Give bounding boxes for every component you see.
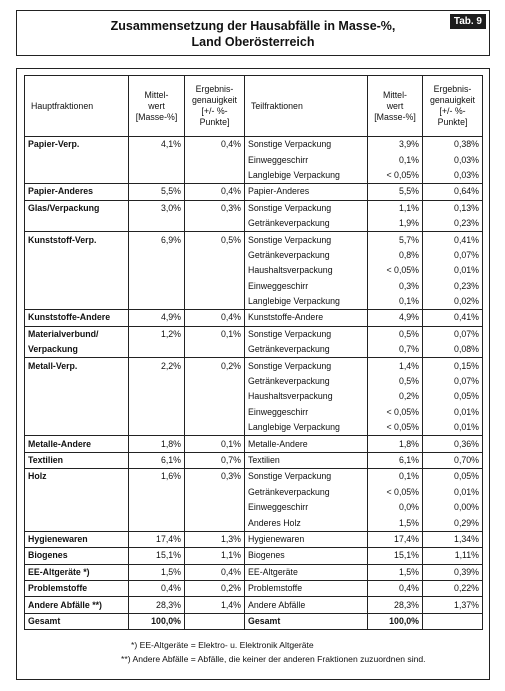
teilfraktion-genauigkeit: 0,41% bbox=[423, 232, 483, 248]
hauptfraktion-genauigkeit: 0,1% bbox=[185, 326, 245, 342]
hauptfraktion-cell: Glas/Verpackung bbox=[25, 200, 129, 216]
teilfraktion-mittelwert: < 0,05% bbox=[368, 485, 423, 500]
teilfraktion-mittelwert: 1,8% bbox=[368, 436, 423, 452]
header-genauigkeit: Ergebnis- genauigkeit [+/- %- Punkte] bbox=[185, 76, 245, 137]
table-row bbox=[25, 310, 483, 326]
teilfraktion-cell: Hygienewaren bbox=[245, 531, 368, 547]
hauptfraktion-cell: Verpackung bbox=[25, 342, 129, 358]
table-row bbox=[25, 500, 483, 515]
teilfraktion-genauigkeit: 0,36% bbox=[423, 436, 483, 452]
hauptfraktion-cell bbox=[25, 216, 129, 232]
hauptfraktion-mittelwert: 6,9% bbox=[129, 232, 185, 248]
hauptfraktion-cell bbox=[25, 485, 129, 500]
header-row bbox=[25, 76, 483, 137]
teilfraktion-genauigkeit: 0,29% bbox=[423, 515, 483, 531]
table-row bbox=[25, 137, 483, 153]
tab-number-badge: Tab. 9 bbox=[450, 14, 486, 29]
hauptfraktion-genauigkeit bbox=[185, 342, 245, 358]
hauptfraktion-mittelwert bbox=[129, 216, 185, 232]
teilfraktion-cell: Biogenes bbox=[245, 548, 368, 564]
teilfraktion-cell: Textilien bbox=[245, 452, 368, 468]
hauptfraktion-cell: Papier-Anderes bbox=[25, 184, 129, 200]
table-frame bbox=[16, 68, 490, 680]
hauptfraktion-genauigkeit bbox=[185, 374, 245, 389]
teilfraktion-genauigkeit: 0,70% bbox=[423, 452, 483, 468]
table-row bbox=[25, 216, 483, 232]
hauptfraktion-genauigkeit: 1,1% bbox=[185, 548, 245, 564]
teilfraktion-cell: Getränkeverpackung bbox=[245, 216, 368, 232]
hauptfraktion-mittelwert: 5,5% bbox=[129, 184, 185, 200]
hauptfraktion-mittelwert: 6,1% bbox=[129, 452, 185, 468]
table-row bbox=[25, 515, 483, 531]
teilfraktion-cell: Sonstige Verpackung bbox=[245, 469, 368, 485]
hauptfraktion-genauigkeit: 0,5% bbox=[185, 232, 245, 248]
teilfraktion-genauigkeit: 0,22% bbox=[423, 580, 483, 596]
hauptfraktion-mittelwert: 28,3% bbox=[129, 597, 185, 613]
teilfraktion-genauigkeit: 0,01% bbox=[423, 405, 483, 420]
teilfraktion-cell: Problemstoffe bbox=[245, 580, 368, 596]
header-genauigkeit-teil: Ergebnis- genauigkeit [+/- %- Punkte] bbox=[423, 76, 483, 137]
teilfraktion-cell: Getränkeverpackung bbox=[245, 248, 368, 263]
title-line-2: Land Oberösterreich bbox=[191, 35, 315, 49]
teilfraktion-cell: Einweggeschirr bbox=[245, 279, 368, 294]
total-empty-teil bbox=[423, 613, 483, 629]
teilfraktion-genauigkeit: 0,23% bbox=[423, 216, 483, 232]
teilfraktion-genauigkeit: 0,41% bbox=[423, 310, 483, 326]
teilfraktion-genauigkeit: 0,03% bbox=[423, 152, 483, 167]
teilfraktion-cell: Haushaltsverpackung bbox=[245, 389, 368, 404]
hauptfraktion-mittelwert bbox=[129, 500, 185, 515]
table-row bbox=[25, 548, 483, 564]
teilfraktion-genauigkeit: 0,39% bbox=[423, 564, 483, 580]
hauptfraktion-cell: Textilien bbox=[25, 452, 129, 468]
teilfraktion-cell: Kunststoffe-Andere bbox=[245, 310, 368, 326]
teilfraktion-cell: Getränkeverpackung bbox=[245, 374, 368, 389]
teilfraktion-genauigkeit: 0,01% bbox=[423, 485, 483, 500]
hauptfraktion-genauigkeit bbox=[185, 168, 245, 184]
table-row bbox=[25, 152, 483, 167]
teilfraktion-genauigkeit: 0,15% bbox=[423, 358, 483, 374]
hauptfraktion-genauigkeit: 0,4% bbox=[185, 310, 245, 326]
table-row bbox=[25, 342, 483, 358]
teilfraktion-mittelwert: 0,1% bbox=[368, 469, 423, 485]
teilfraktion-cell: Langlebige Verpackung bbox=[245, 294, 368, 310]
hauptfraktion-genauigkeit bbox=[185, 389, 245, 404]
hauptfraktion-mittelwert bbox=[129, 342, 185, 358]
hauptfraktion-cell bbox=[25, 500, 129, 515]
teilfraktion-cell: Einweggeschirr bbox=[245, 500, 368, 515]
hauptfraktion-cell bbox=[25, 152, 129, 167]
table-row bbox=[25, 232, 483, 248]
hauptfraktion-genauigkeit bbox=[185, 216, 245, 232]
teilfraktion-mittelwert: 15,1% bbox=[368, 548, 423, 564]
hauptfraktion-genauigkeit bbox=[185, 263, 245, 278]
total-label-teil: Gesamt bbox=[245, 613, 368, 629]
hauptfraktion-genauigkeit: 0,4% bbox=[185, 137, 245, 153]
table-title bbox=[17, 18, 489, 50]
title-box bbox=[16, 10, 490, 56]
hauptfraktion-cell bbox=[25, 515, 129, 531]
teilfraktion-genauigkeit: 0,07% bbox=[423, 326, 483, 342]
hauptfraktion-cell bbox=[25, 405, 129, 420]
hauptfraktion-mittelwert: 4,1% bbox=[129, 137, 185, 153]
teilfraktion-genauigkeit: 1,37% bbox=[423, 597, 483, 613]
table-row bbox=[25, 389, 483, 404]
teilfraktion-mittelwert: 0,4% bbox=[368, 580, 423, 596]
teilfraktion-mittelwert: 17,4% bbox=[368, 531, 423, 547]
table-row bbox=[25, 420, 483, 436]
hauptfraktion-cell bbox=[25, 294, 129, 310]
hauptfraktion-mittelwert: 17,4% bbox=[129, 531, 185, 547]
hauptfraktion-mittelwert bbox=[129, 263, 185, 278]
hauptfraktion-cell: Holz bbox=[25, 469, 129, 485]
teilfraktion-genauigkeit: 0,07% bbox=[423, 248, 483, 263]
header-mittelwert: Mittel- wert [Masse-%] bbox=[129, 76, 185, 137]
hauptfraktion-mittelwert bbox=[129, 374, 185, 389]
hauptfraktion-mittelwert: 1,6% bbox=[129, 469, 185, 485]
hauptfraktion-mittelwert: 2,2% bbox=[129, 358, 185, 374]
hauptfraktion-genauigkeit: 0,2% bbox=[185, 580, 245, 596]
table-row bbox=[25, 405, 483, 420]
hauptfraktion-genauigkeit: 0,3% bbox=[185, 200, 245, 216]
hauptfraktion-cell: Kunststoff-Verp. bbox=[25, 232, 129, 248]
teilfraktion-mittelwert: 0,0% bbox=[368, 500, 423, 515]
teilfraktion-cell: EE-Altgeräte bbox=[245, 564, 368, 580]
table-row bbox=[25, 294, 483, 310]
footnote-1: *) EE-Altgeräte = Elektro- u. Elektronik Altgeräte bbox=[131, 640, 314, 650]
teilfraktion-cell: Einweggeschirr bbox=[245, 405, 368, 420]
teilfraktion-mittelwert: 4,9% bbox=[368, 310, 423, 326]
teilfraktion-cell: Sonstige Verpackung bbox=[245, 137, 368, 153]
teilfraktion-genauigkeit: 0,01% bbox=[423, 420, 483, 436]
teilfraktion-mittelwert: 0,3% bbox=[368, 279, 423, 294]
teilfraktion-mittelwert: 5,5% bbox=[368, 184, 423, 200]
teilfraktion-mittelwert: 0,5% bbox=[368, 374, 423, 389]
table-body bbox=[25, 137, 483, 630]
teilfraktion-genauigkeit: 0,07% bbox=[423, 374, 483, 389]
hauptfraktion-mittelwert bbox=[129, 279, 185, 294]
hauptfraktion-mittelwert: 3,0% bbox=[129, 200, 185, 216]
header-teilfraktionen: Teilfraktionen bbox=[245, 76, 368, 137]
teilfraktion-mittelwert: 0,1% bbox=[368, 294, 423, 310]
hauptfraktion-genauigkeit bbox=[185, 500, 245, 515]
hauptfraktion-genauigkeit bbox=[185, 294, 245, 310]
hauptfraktion-genauigkeit: 0,4% bbox=[185, 184, 245, 200]
teilfraktion-cell: Papier-Anderes bbox=[245, 184, 368, 200]
hauptfraktion-cell bbox=[25, 420, 129, 436]
hauptfraktion-genauigkeit bbox=[185, 420, 245, 436]
total-empty bbox=[185, 613, 245, 629]
table-row bbox=[25, 597, 483, 613]
hauptfraktion-mittelwert bbox=[129, 515, 185, 531]
total-mittelwert-teil: 100,0% bbox=[368, 613, 423, 629]
teilfraktion-mittelwert: 28,3% bbox=[368, 597, 423, 613]
teilfraktion-cell: Sonstige Verpackung bbox=[245, 232, 368, 248]
hauptfraktion-genauigkeit: 0,1% bbox=[185, 436, 245, 452]
table-row bbox=[25, 564, 483, 580]
hauptfraktion-genauigkeit: 0,2% bbox=[185, 358, 245, 374]
teilfraktion-cell: Langlebige Verpackung bbox=[245, 420, 368, 436]
composition-table bbox=[24, 75, 483, 630]
hauptfraktion-genauigkeit: 1,4% bbox=[185, 597, 245, 613]
teilfraktion-mittelwert: 3,9% bbox=[368, 137, 423, 153]
teilfraktion-mittelwert: 5,7% bbox=[368, 232, 423, 248]
teilfraktion-mittelwert: < 0,05% bbox=[368, 405, 423, 420]
table-row bbox=[25, 374, 483, 389]
hauptfraktion-cell: Metall-Verp. bbox=[25, 358, 129, 374]
header-hauptfraktionen: Hauptfraktionen bbox=[25, 76, 129, 137]
teilfraktion-genauigkeit: 0,03% bbox=[423, 168, 483, 184]
hauptfraktion-cell bbox=[25, 374, 129, 389]
hauptfraktion-mittelwert bbox=[129, 152, 185, 167]
hauptfraktion-genauigkeit: 0,7% bbox=[185, 452, 245, 468]
teilfraktion-cell: Getränkeverpackung bbox=[245, 485, 368, 500]
hauptfraktion-mittelwert: 0,4% bbox=[129, 580, 185, 596]
footnote-2: **) Andere Abfälle = Abfälle, die keiner der anderen Fraktionen zuzuordnen sind. bbox=[121, 654, 426, 664]
teilfraktion-mittelwert: 0,1% bbox=[368, 152, 423, 167]
teilfraktion-mittelwert: 1,9% bbox=[368, 216, 423, 232]
teilfraktion-mittelwert: < 0,05% bbox=[368, 263, 423, 278]
table-row bbox=[25, 279, 483, 294]
hauptfraktion-mittelwert: 1,5% bbox=[129, 564, 185, 580]
teilfraktion-genauigkeit: 0,05% bbox=[423, 469, 483, 485]
hauptfraktion-mittelwert bbox=[129, 405, 185, 420]
teilfraktion-mittelwert: 1,1% bbox=[368, 200, 423, 216]
hauptfraktion-genauigkeit bbox=[185, 405, 245, 420]
teilfraktion-cell: Sonstige Verpackung bbox=[245, 358, 368, 374]
teilfraktion-genauigkeit: 0,05% bbox=[423, 389, 483, 404]
teilfraktion-mittelwert: 0,2% bbox=[368, 389, 423, 404]
table-row bbox=[25, 263, 483, 278]
teilfraktion-genauigkeit: 0,64% bbox=[423, 184, 483, 200]
total-mittelwert: 100,0% bbox=[129, 613, 185, 629]
hauptfraktion-cell bbox=[25, 248, 129, 263]
teilfraktion-cell: Anderes Holz bbox=[245, 515, 368, 531]
hauptfraktion-cell: Materialverbund/ bbox=[25, 326, 129, 342]
hauptfraktion-genauigkeit bbox=[185, 485, 245, 500]
teilfraktion-cell: Getränkeverpackung bbox=[245, 342, 368, 358]
table-row bbox=[25, 436, 483, 452]
hauptfraktion-cell: Papier-Verp. bbox=[25, 137, 129, 153]
hauptfraktion-cell bbox=[25, 263, 129, 278]
teilfraktion-genauigkeit: 0,13% bbox=[423, 200, 483, 216]
teilfraktion-cell: Langlebige Verpackung bbox=[245, 168, 368, 184]
teilfraktion-mittelwert: 1,5% bbox=[368, 515, 423, 531]
teilfraktion-cell: Sonstige Verpackung bbox=[245, 200, 368, 216]
teilfraktion-cell: Metalle-Andere bbox=[245, 436, 368, 452]
hauptfraktion-genauigkeit bbox=[185, 152, 245, 167]
teilfraktion-cell: Sonstige Verpackung bbox=[245, 326, 368, 342]
table-row bbox=[25, 168, 483, 184]
teilfraktion-genauigkeit: 0,23% bbox=[423, 279, 483, 294]
table-row bbox=[25, 580, 483, 596]
teilfraktion-genauigkeit: 1,11% bbox=[423, 548, 483, 564]
teilfraktion-cell: Haushaltsverpackung bbox=[245, 263, 368, 278]
table-row bbox=[25, 485, 483, 500]
teilfraktion-mittelwert: 0,8% bbox=[368, 248, 423, 263]
hauptfraktion-mittelwert bbox=[129, 168, 185, 184]
table-row bbox=[25, 452, 483, 468]
hauptfraktion-genauigkeit: 1,3% bbox=[185, 531, 245, 547]
hauptfraktion-mittelwert bbox=[129, 389, 185, 404]
teilfraktion-genauigkeit: 1,34% bbox=[423, 531, 483, 547]
total-label: Gesamt bbox=[25, 613, 129, 629]
teilfraktion-genauigkeit: 0,01% bbox=[423, 263, 483, 278]
hauptfraktion-mittelwert: 4,9% bbox=[129, 310, 185, 326]
hauptfraktion-cell bbox=[25, 389, 129, 404]
teilfraktion-mittelwert: 0,7% bbox=[368, 342, 423, 358]
footnotes bbox=[25, 638, 483, 666]
teilfraktion-mittelwert: 1,5% bbox=[368, 564, 423, 580]
hauptfraktion-cell: Andere Abfälle **) bbox=[25, 597, 129, 613]
hauptfraktion-cell bbox=[25, 279, 129, 294]
hauptfraktion-genauigkeit bbox=[185, 279, 245, 294]
table-row bbox=[25, 326, 483, 342]
hauptfraktion-mittelwert bbox=[129, 294, 185, 310]
teilfraktion-mittelwert: 6,1% bbox=[368, 452, 423, 468]
hauptfraktion-mittelwert: 15,1% bbox=[129, 548, 185, 564]
teilfraktion-genauigkeit: 0,00% bbox=[423, 500, 483, 515]
table-row bbox=[25, 358, 483, 374]
table-row bbox=[25, 531, 483, 547]
table-row bbox=[25, 184, 483, 200]
teilfraktion-genauigkeit: 0,08% bbox=[423, 342, 483, 358]
hauptfraktion-cell: Biogenes bbox=[25, 548, 129, 564]
table-row bbox=[25, 469, 483, 485]
hauptfraktion-cell: Kunststoffe-Andere bbox=[25, 310, 129, 326]
table-row bbox=[25, 200, 483, 216]
table-row bbox=[25, 248, 483, 263]
total-row bbox=[25, 613, 483, 629]
teilfraktion-cell: Andere Abfälle bbox=[245, 597, 368, 613]
hauptfraktion-mittelwert bbox=[129, 485, 185, 500]
teilfraktion-mittelwert: 0,5% bbox=[368, 326, 423, 342]
hauptfraktion-cell: Problemstoffe bbox=[25, 580, 129, 596]
hauptfraktion-mittelwert: 1,2% bbox=[129, 326, 185, 342]
header-mittelwert-teil: Mittel- wert [Masse-%] bbox=[368, 76, 423, 137]
hauptfraktion-genauigkeit bbox=[185, 515, 245, 531]
hauptfraktion-genauigkeit bbox=[185, 248, 245, 263]
title-line-1: Zusammensetzung der Hausabfälle in Masse-%, bbox=[110, 19, 396, 33]
teilfraktion-genauigkeit: 0,38% bbox=[423, 137, 483, 153]
teilfraktion-mittelwert: 1,4% bbox=[368, 358, 423, 374]
hauptfraktion-genauigkeit: 0,3% bbox=[185, 469, 245, 485]
teilfraktion-cell: Einweggeschirr bbox=[245, 152, 368, 167]
hauptfraktion-cell: EE-Altgeräte *) bbox=[25, 564, 129, 580]
hauptfraktion-mittelwert bbox=[129, 420, 185, 436]
hauptfraktion-cell bbox=[25, 168, 129, 184]
teilfraktion-mittelwert: < 0,05% bbox=[368, 420, 423, 436]
hauptfraktion-mittelwert: 1,8% bbox=[129, 436, 185, 452]
hauptfraktion-cell: Hygienewaren bbox=[25, 531, 129, 547]
teilfraktion-mittelwert: < 0,05% bbox=[368, 168, 423, 184]
teilfraktion-genauigkeit: 0,02% bbox=[423, 294, 483, 310]
hauptfraktion-cell: Metalle-Andere bbox=[25, 436, 129, 452]
hauptfraktion-mittelwert bbox=[129, 248, 185, 263]
hauptfraktion-genauigkeit: 0,4% bbox=[185, 564, 245, 580]
